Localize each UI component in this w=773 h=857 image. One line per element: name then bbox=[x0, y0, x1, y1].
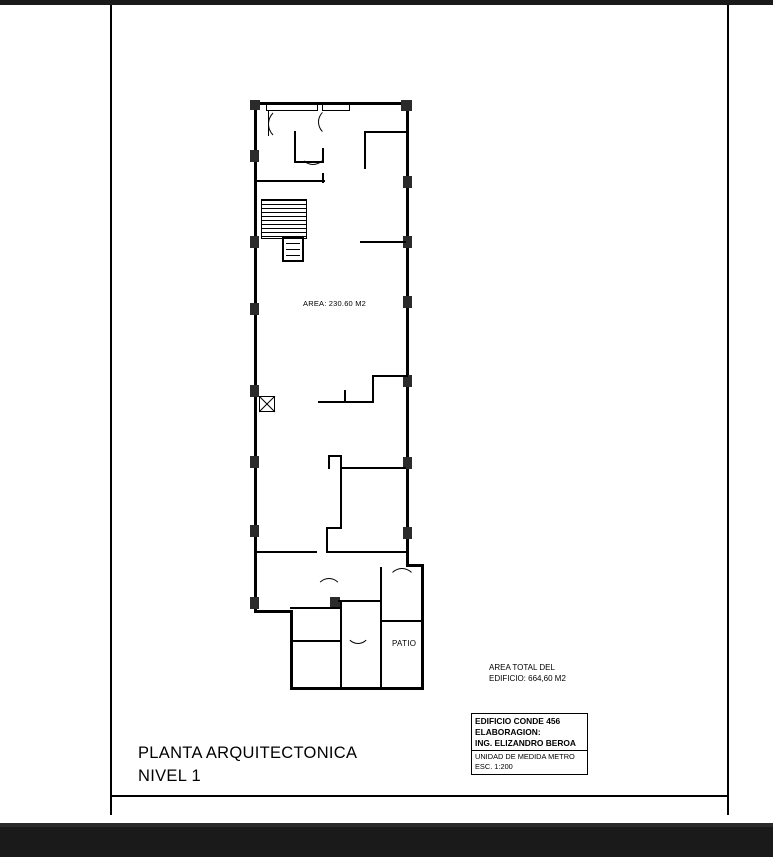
door-arc-upper-1 bbox=[300, 139, 326, 165]
wall-bottom-room-top-right bbox=[338, 600, 382, 602]
column-left-6 bbox=[250, 456, 259, 468]
stair-landing-top bbox=[282, 237, 304, 239]
scan-edge-top bbox=[0, 0, 773, 5]
door-arc-bottom-2 bbox=[346, 620, 370, 644]
column-right-2 bbox=[403, 176, 412, 188]
sheet-border-bottom bbox=[110, 795, 729, 797]
window-top-2-end-right bbox=[349, 103, 350, 111]
window-top-2-outer bbox=[322, 103, 350, 104]
info-engineer: ING. ELIZANDRO BEROA bbox=[475, 738, 576, 748]
partition-mid-4 bbox=[318, 401, 374, 403]
column-left-5 bbox=[250, 385, 259, 397]
column-right-4 bbox=[403, 296, 412, 308]
info-unit: UNIDAD DE MEDIDA METRO bbox=[475, 752, 575, 761]
door-arc-top-mid bbox=[318, 108, 346, 136]
wall-lower-left-vertical bbox=[290, 610, 293, 690]
column-left-4 bbox=[250, 303, 259, 315]
info-building: EDIFICIO CONDE 456 bbox=[475, 716, 561, 726]
stair-landing-left bbox=[282, 239, 284, 262]
partition-lower-4 bbox=[340, 467, 406, 469]
wall-exterior-right-lower bbox=[421, 564, 424, 690]
partition-mid-3 bbox=[372, 377, 374, 403]
wall-lower-left-return bbox=[254, 610, 292, 613]
partition-upper-right-vert bbox=[364, 131, 366, 169]
stair-step-1 bbox=[286, 243, 300, 244]
wall-exterior-bottom bbox=[290, 687, 424, 690]
wall-patio-left bbox=[380, 567, 382, 689]
partition-lower-8 bbox=[326, 551, 408, 553]
partition-lower-6 bbox=[326, 527, 342, 529]
info-box-lower bbox=[472, 751, 587, 774]
door-arc-patio bbox=[388, 568, 416, 596]
plan-title bbox=[138, 742, 357, 788]
window-top-1-end-right bbox=[317, 103, 318, 111]
column-left-3 bbox=[250, 236, 259, 248]
info-box-upper bbox=[472, 714, 587, 751]
partition-lower-9 bbox=[257, 551, 317, 553]
door-leaf-top-left bbox=[268, 110, 269, 136]
shaft-cross-icon bbox=[259, 396, 276, 413]
plan-area-label: AREA: 230.60 M2 bbox=[303, 299, 367, 308]
column-right-1 bbox=[401, 100, 412, 111]
area-total-line-2: EDIFICIO: 664,60 M2 bbox=[489, 674, 566, 683]
stair-landing-right bbox=[302, 239, 304, 262]
partition-mid-2 bbox=[372, 375, 408, 377]
partition-upper-5 bbox=[257, 180, 325, 182]
sheet-border-left bbox=[110, 5, 112, 815]
wall-bottom-room-top-left bbox=[290, 607, 340, 609]
area-total-note bbox=[489, 662, 566, 684]
partition-upper-1 bbox=[294, 131, 296, 163]
partition-upper-right-horz bbox=[364, 131, 408, 133]
partition-mid-5 bbox=[344, 390, 346, 402]
patio-label: PATIO bbox=[392, 639, 417, 648]
wall-patio-divider bbox=[380, 620, 424, 622]
column-right-7 bbox=[403, 527, 412, 539]
column-left-7 bbox=[250, 525, 259, 537]
area-total-line-1: AREA TOTAL DEL bbox=[489, 663, 555, 672]
stair-step-2 bbox=[286, 249, 300, 250]
info-prepared-label: ELABORAGION: bbox=[475, 727, 541, 737]
wall-exterior-right-upper bbox=[406, 102, 409, 564]
stair-run bbox=[261, 199, 307, 239]
partition-lower-7 bbox=[326, 529, 328, 553]
window-top-1-end-left bbox=[266, 103, 267, 111]
stair-landing-bottom bbox=[282, 260, 304, 262]
partition-lower-5 bbox=[340, 469, 342, 529]
window-top-1-outer bbox=[266, 103, 318, 104]
stair-step-3 bbox=[286, 255, 300, 256]
scan-edge-bottom bbox=[0, 827, 773, 857]
plan-title-line-2: NIVEL 1 bbox=[138, 767, 201, 785]
partition-lower-1 bbox=[328, 455, 330, 469]
partition-mid-1 bbox=[360, 241, 406, 243]
plan-title-line-1: PLANTA ARQUITECTONICA bbox=[138, 744, 358, 762]
wall-bottom-room-divider-1 bbox=[340, 600, 342, 688]
title-block-info bbox=[471, 713, 588, 775]
info-scale: ESC. 1:200 bbox=[475, 762, 513, 771]
sheet-border-right bbox=[727, 5, 729, 815]
wall-bottom-room-horz bbox=[290, 640, 342, 642]
door-arc-bottom-1 bbox=[316, 578, 342, 604]
column-left-1 bbox=[250, 100, 260, 110]
column-left-2 bbox=[250, 150, 259, 162]
column-left-8 bbox=[250, 597, 259, 609]
